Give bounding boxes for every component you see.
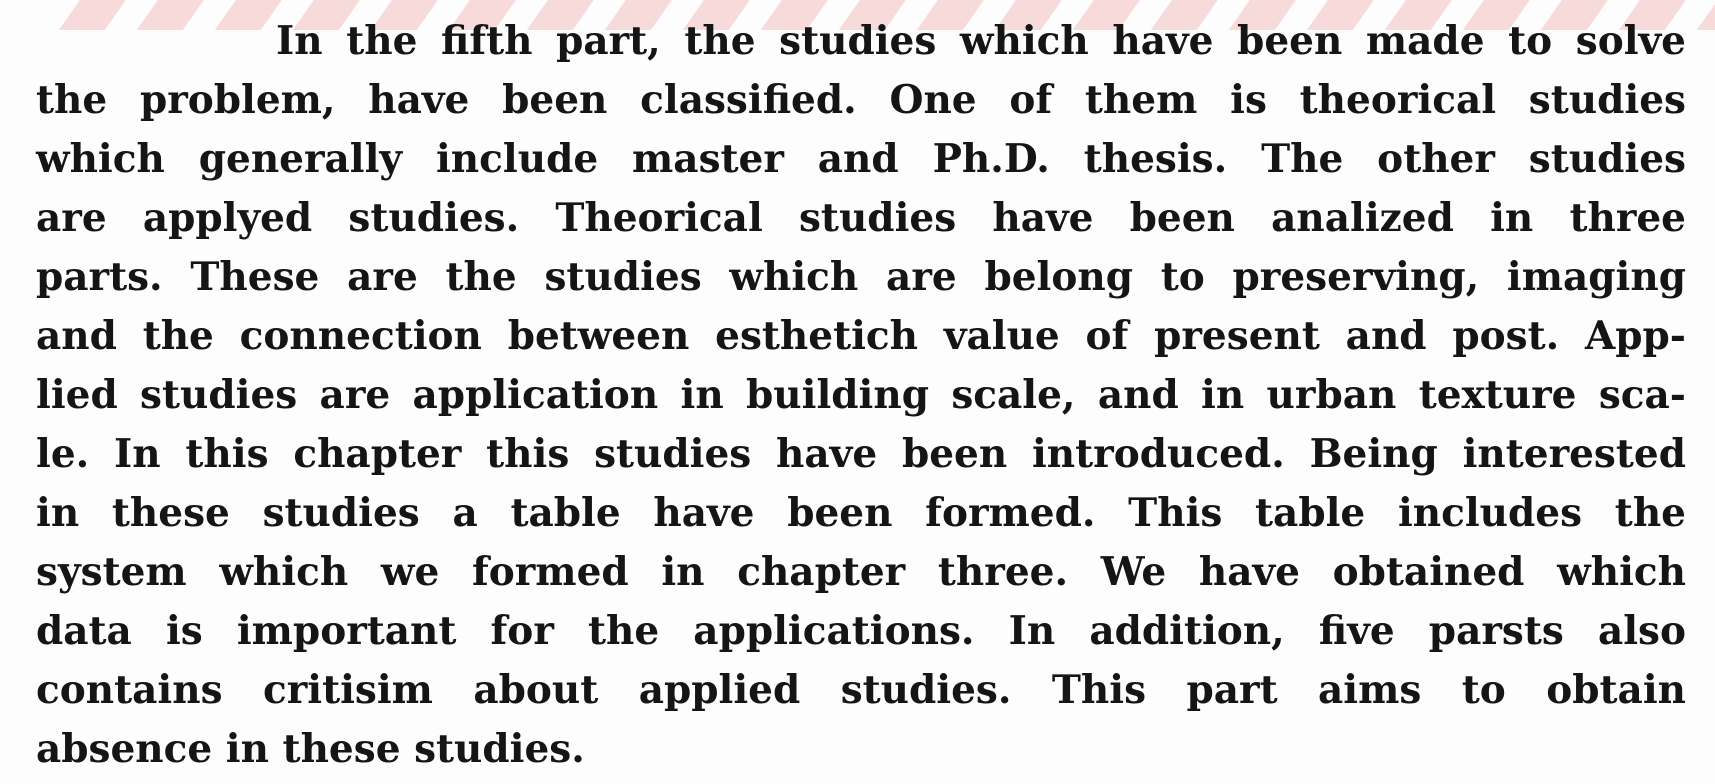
- text-line: le. In this chapter this studies have been introduced. Being interested: [36, 431, 1686, 477]
- watermark-stripe: [1694, 0, 1715, 30]
- text-line: and the connection between esthetich value of present and post. App-: [36, 313, 1686, 359]
- text-line: absence in these studies.: [36, 726, 585, 772]
- text-line: In the fifth part, the studies which have been made to solve: [276, 18, 1686, 64]
- text-line: lied studies are application in building scale, and in urban texture sca-: [36, 372, 1686, 418]
- text-line: system which we formed in chapter three. We have obtained which: [36, 549, 1686, 595]
- text-line: data is important for the applications. In addition, five parsts also: [36, 608, 1686, 654]
- text-line: are applyed studies. Theorical studies have been analized in three: [36, 195, 1686, 241]
- text-line: the problem, have been classified. One of them is theorical studies: [36, 77, 1686, 123]
- text-line: in these studies a table have been formed. This table includes the: [36, 490, 1686, 536]
- text-line: parts. These are the studies which are belong to preserving, imaging: [36, 254, 1686, 300]
- paragraph: [36, 12, 1686, 779]
- text-line: contains critisim about applied studies. This part aims to obtain: [36, 667, 1686, 713]
- text-line: which generally include master and Ph.D. thesis. The other studies: [36, 136, 1686, 182]
